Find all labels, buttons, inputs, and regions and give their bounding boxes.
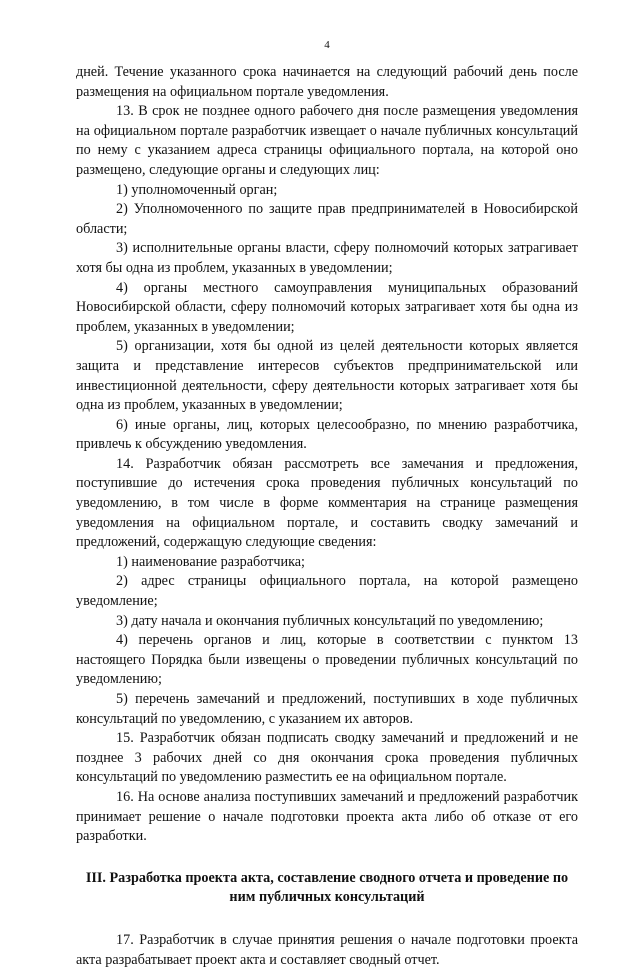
clause-14-item-3: 3) дату начала и окончания публичных консультаций по уведомлению; (116, 612, 544, 629)
paragraph-continuation: дней. Течение указанного срока начинается на следующий рабочий день после размещения на официальном портале уведомления. (76, 64, 578, 100)
clause-14-item-4: 4) перечень органов и лиц, которые в соответствии с пунктом 13 настоящего Порядка были извещены о проведении публичных консультаций по уведомлению; (76, 632, 578, 688)
clause-13: 13. В срок не позднее одного рабочего дня после размещения уведомления на официальном портале разработчик извещает о начале публичных консультаций по нему с указанием адреса страницы официального портала, на которой оно размещено, следующие органы и следующих лиц: (76, 103, 578, 178)
clause-14-item-1: 1) наименование разработчика; (116, 553, 306, 570)
clause-14-item-5: 5) перечень замечаний и предложений, поступивших в ходе публичных консультаций по уведомлению, с указанием их авторов. (76, 691, 578, 727)
clause-15: 15. Разработчик обязан подписать сводку замечаний и предложений и не позднее 3 рабочих дней со дня окончания срока проведения публичных консультаций по уведомлению разместить ее на официальном портале. (76, 730, 578, 786)
clause-14: 14. Разработчик обязан рассмотреть все замечания и предложения, поступившие до истечения срока проведения публичных консультаций по уведомлению, в том числе в форме комментария на странице размещения уведомления на официальном портале, и составить сводку замечаний и предложений, содержащую следующие сведения: (76, 455, 578, 551)
clause-13-item-6: 6) иные органы, лиц, которых целесообразно, по мнению разработчика, привлечь к обсуждению уведомления. (76, 416, 578, 453)
clause-17: 17. Разработчик в случае принятия решения о начале подготовки проекта акта разрабатывает проект акта и составляет сводный отчет. (76, 931, 578, 968)
clause-13-item-2: 2) Уполномоченного по защите прав предпринимателей в Новосибирской области; (76, 201, 578, 237)
section-heading: III. Разработка проекта акта, составление сводного отчета и проведение по ним публичных консультаций (85, 869, 569, 906)
clause-13-item-3: 3) исполнительные органы власти, сферу полномочий которых затрагивает хотя бы одна из проблем, указанных в уведомлении; (76, 240, 578, 276)
page-number: 4 (324, 39, 330, 51)
clause-13-item-5: 5) организации, хотя бы одной из целей деятельности которых является защита и представление интересов субъектов предпринимательской или инвестиционной деятельности, сферу деятельности которых затрагивает хотя бы одна из проблем, указанных в уведомлении; (76, 338, 578, 414)
clause-14-item-2: 2) адрес страницы официального портала, на которой размещено уведомление; (76, 573, 578, 610)
clause-16: 16. На основе анализа поступивших замечаний и предложений разработчик принимает решение о начале подготовки проекта акта либо об отказе от его разработки. (76, 788, 578, 845)
clause-13-item-1: 1) уполномоченный орган; (116, 181, 278, 198)
clause-13-item-4: 4) органы местного самоуправления муниципальных образований Новосибирской области, сферу полномочий которых затрагивает хотя бы одна из проблем, указанных в уведомлении; (76, 279, 578, 335)
